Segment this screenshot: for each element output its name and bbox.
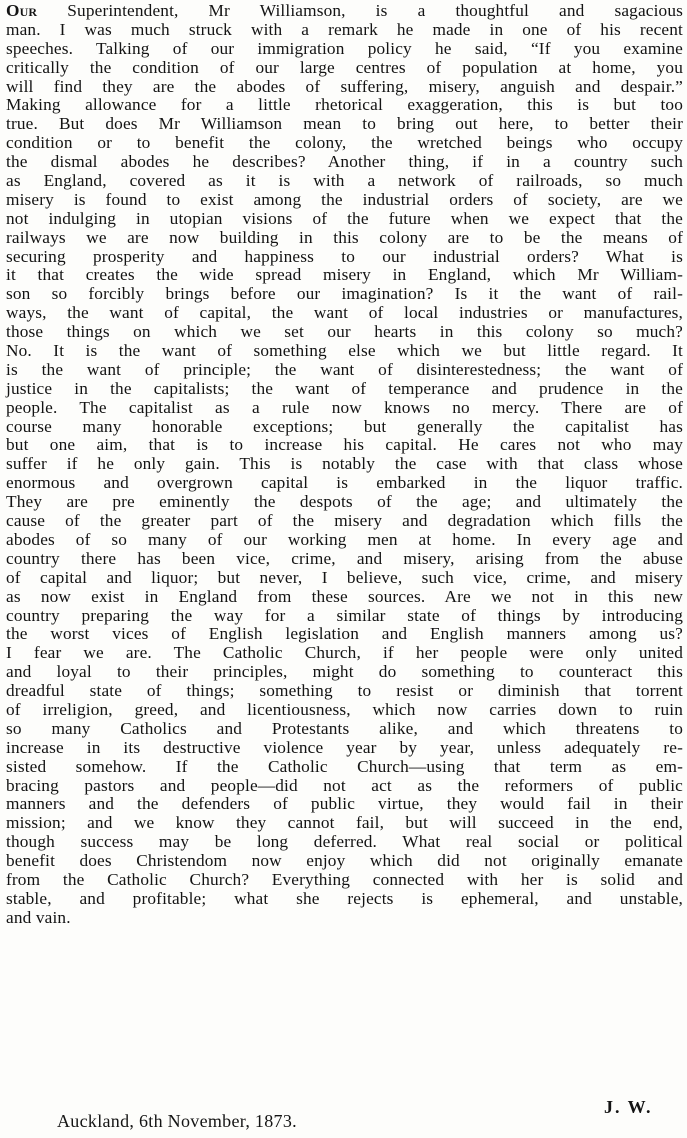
letter-line: true. But does Mr Williamson mean to bring out here, to better their: [6, 114, 683, 134]
letter-line: securing prosperity and happiness to our industrial orders? What is: [6, 246, 683, 266]
letter-line: will find they are the abodes of suffering, misery, anguish and despair.”: [6, 76, 683, 96]
place-and-date: Auckland, 6th November, 1873.: [57, 1111, 297, 1131]
letter-line: stable, and profitable; what she rejects is ephemeral, and unstable,: [6, 888, 683, 908]
letter-line: of irreligion, greed, and licentiousness, which now carries down to ruin: [6, 699, 683, 719]
letter-line: abodes of so many of our working men at home. In every age and: [6, 529, 683, 549]
letter-line: not indulging in utopian visions of the future when we expect that the: [6, 208, 683, 228]
opening-word: Our: [6, 1, 38, 20]
letter-line: railways we are now building in this colony are to be the means of: [6, 227, 683, 247]
letter-line: mission; and we know they cannot fail, but will succeed in the end,: [6, 813, 683, 833]
letter-line: I fear we are. The Catholic Church, if her people were only united: [6, 643, 683, 663]
letter-signoff: [0, 1097, 687, 1133]
letter-line: ways, the want of capital, the want of local industries or manufactures,: [6, 303, 683, 323]
letter-line: cause of the greater part of the misery and degradation which fills the: [6, 511, 683, 531]
letter-line: though success may be long deferred. What real social or political: [6, 832, 683, 852]
letter-line: dreadful state of things; something to resist or diminish that torrent: [6, 681, 683, 701]
letter-line: justice in the capitalists; the want of temperance and prudence in the: [6, 378, 683, 398]
letter-line: They are pre eminently the despots of the age; and ultimately the: [6, 492, 683, 512]
letter-line-text: Superintendent, Mr Williamson, is a thoughtful and sagacious: [37, 1, 683, 20]
letter-line: as now exist in England from these sources. Are we not in this new: [6, 586, 683, 606]
letter-line: Making allowance for a little rhetorical exaggeration, this is but too: [6, 95, 683, 115]
letter-line-1: [6, 2, 683, 21]
letter-line: as England, covered as it is with a network of railroads, so much: [6, 171, 683, 191]
letter-line: suffer if he only gain. This is notably the case with that class whose: [6, 454, 683, 474]
letter-line: country there has been vice, crime, and misery, arising from the abuse: [6, 548, 683, 568]
letter-line: critically the condition of our large centres of population at home, you: [6, 57, 683, 77]
letter-line: enormous and overgrown capital is embarked in the liquor traffic.: [6, 473, 683, 493]
letter-line: those things on which we set our hearts in this colony so much?: [6, 322, 683, 342]
letter-line: sisted somehow. If the Catholic Church—using that term as em-: [6, 756, 683, 776]
letter-line: misery is found to exist among the industrial orders of society, are we: [6, 189, 683, 209]
letter-line: is the want of principle; the want of disinterestedness; the want of: [6, 359, 683, 379]
letter-line: and loyal to their principles, might do something to counteract this: [6, 662, 683, 682]
letter-line-final: and vain.: [6, 907, 71, 927]
letter-line: of capital and liquor; but never, I believe, such vice, crime, and misery: [6, 567, 683, 587]
letter-line: country preparing the way for a similar state of things by introducing: [6, 605, 683, 625]
letter-line: benefit does Christendom now enjoy which did not originally emanate: [6, 851, 683, 871]
author-initials: J. W.: [604, 1097, 653, 1117]
letter-line: from the Catholic Church? Everything connected with her is solid and: [6, 869, 683, 889]
letter-line: man. I was much struck with a remark he made in one of his recent: [6, 19, 683, 39]
letter-line: so many Catholics and Protestants alike, and which threatens to: [6, 718, 683, 738]
letter-line: course many honorable exceptions; but generally the capitalist has: [6, 416, 683, 436]
letter-body: [6, 2, 683, 928]
letter-line: son so forcibly brings before our imagination? Is it the want of rail-: [6, 284, 683, 304]
letter-line: condition or to benefit the colony, the wretched beings who occupy: [6, 133, 683, 153]
letter-line: but one aim, that is to increase his capital. He cares not who may: [6, 435, 683, 455]
letter-line: it that creates the wide spread misery in England, which Mr William-: [6, 265, 683, 285]
letter-line: increase in its destructive violence year by year, unless adequately re-: [6, 737, 683, 757]
letter-line: No. It is the want of something else which we but little regard. It: [6, 341, 683, 361]
letter-line: bracing pastors and people—did not act as the reformers of public: [6, 775, 683, 795]
letter-line: the dismal abodes he describes? Another thing, if in a country such: [6, 152, 683, 172]
letter-line: manners and the defenders of public virtue, they would fail in their: [6, 794, 683, 814]
letter-line: speeches. Talking of our immigration policy he said, “If you examine: [6, 38, 683, 58]
letter-line: the worst vices of English legislation and English manners among us?: [6, 624, 683, 644]
letter-line: people. The capitalist as a rule now knows no mercy. There are of: [6, 397, 683, 417]
